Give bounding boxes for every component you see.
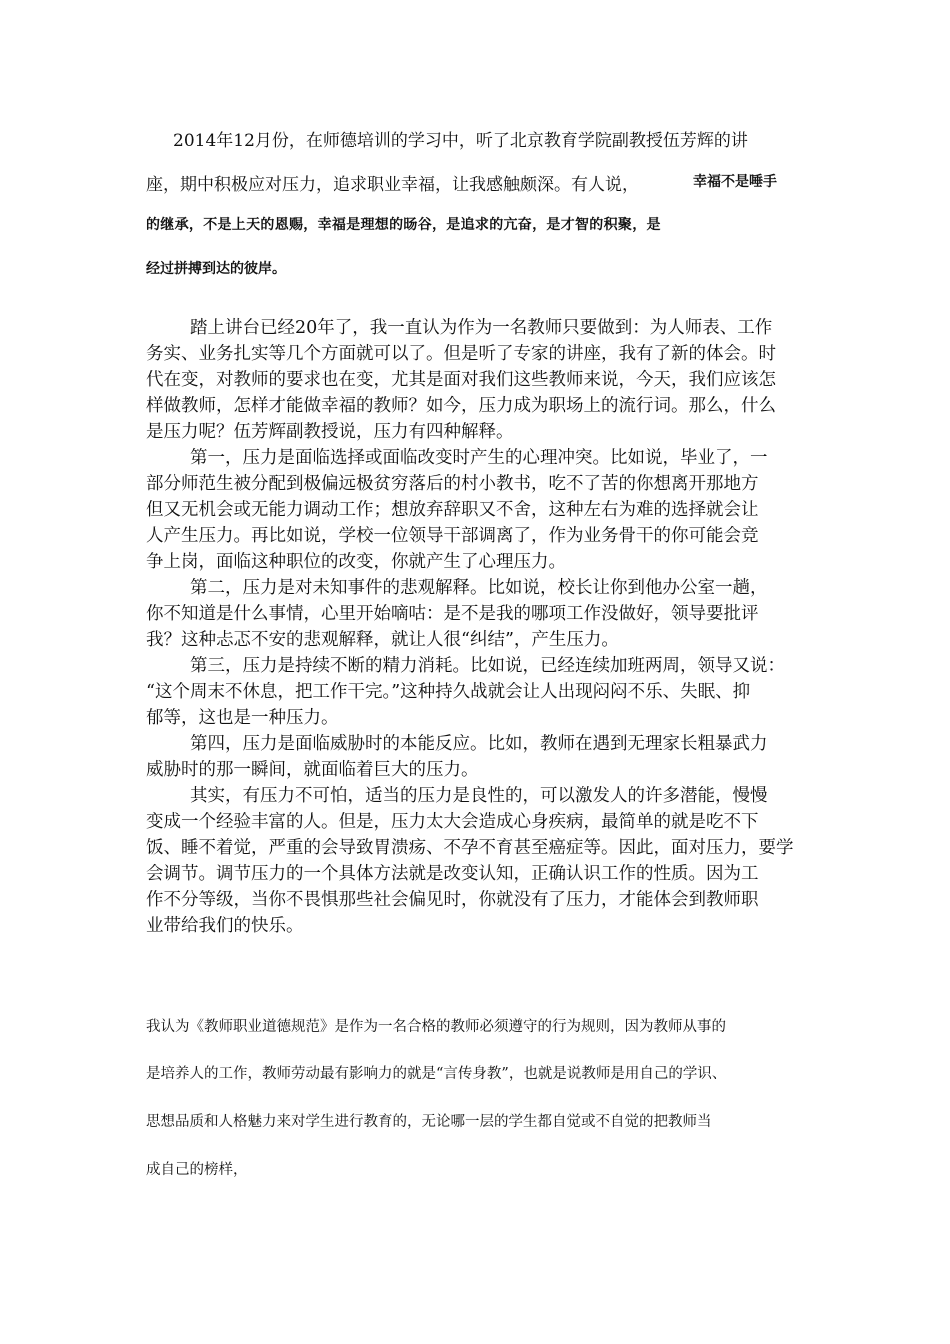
essay-line: 但又无机会或无能力调动工作；想放弃辞职又不舍，这种左右为难的选择就会让: [146, 500, 759, 520]
intro-line-1: 2014年12月份，在师德培训的学习中，听了北京教育学院副教授伍芳辉的讲: [173, 131, 748, 151]
closing-line: 我认为《教师职业道德规范》是作为一名合格的教师必须遵守的行为规则，因为教师从事的: [146, 1019, 726, 1035]
essay-line: 部分师范生被分配到极偏远极贫穷落后的村小教书，吃不了苦的你想离开那地方: [146, 474, 759, 494]
essay-line: 我？这种忐忑不安的悲观解释，就让人很“纠结”，产生压力。: [146, 630, 619, 650]
essay-line: 人产生压力。再比如说，学校一位领导干部调离了，作为业务骨干的你可能会竞: [146, 526, 759, 546]
intro-line-2: 座，期中积极应对压力，追求职业幸福，让我感触颇深。有人说，: [146, 175, 639, 195]
essay-line: 你不知道是什么事情，心里开始嘀咕：是不是我的哪项工作没做好，领导要批评: [146, 604, 759, 624]
essay-line: 务实、业务扎实等几个方面就可以了。但是听了专家的讲座，我有了新的体会。时: [146, 344, 776, 364]
quote-line-2: 的继承，不是上天的恩赐，幸福是理想的旸谷，是追求的亢奋，是才智的积聚，是: [146, 217, 661, 233]
essay-line: 业带给我们的快乐。: [146, 916, 304, 936]
essay-line: 争上岗，面临这种职位的改变，你就产生了心理压力。: [146, 552, 566, 572]
essay-line: 踏上讲台已经20年了，我一直认为作为一名教师只要做到：为人师表、工作: [190, 318, 773, 338]
essay-line: 第四，压力是面临威胁时的本能反应。比如，教师在遇到无理家长粗暴武力: [190, 734, 768, 754]
closing-line: 成自己的榜样，: [146, 1162, 248, 1178]
essay-line: 郁等，这也是一种压力。: [146, 708, 339, 728]
essay-line: 威胁时的那一瞬间，就面临着巨大的压力。: [146, 760, 479, 780]
essay-line: “这个周末不休息，把工作干完。”这种持久战就会让人出现闷闷不乐、失眠、抑: [146, 682, 751, 702]
essay-line: 样做教师，怎样才能做幸福的教师？如今，压力成为职场上的流行词。那么，什么: [146, 396, 776, 416]
essay-line: 是压力呢？伍芳辉副教授说，压力有四种解释。: [146, 422, 514, 442]
closing-line: 思想品质和人格魅力来对学生进行教育的，无论哪一层的学生都自觉或不自觉的把教师当: [146, 1114, 712, 1130]
essay-line: 第一，压力是面临选择或面临改变时产生的心理冲突。比如说，毕业了，一: [190, 448, 768, 468]
closing-line: 是培养人的工作，教师劳动最有影响力的就是“言传身教”，也就是说教师是用自己的学识、: [146, 1066, 727, 1082]
quote-line-1: 幸福不是唾手: [693, 174, 777, 190]
essay-line: 第二，压力是对未知事件的悲观解释。比如说，校长让你到他办公室一趟，: [190, 578, 768, 598]
essay-line: 变成一个经验丰富的人。但是，压力太大会造成心身疾病，最简单的就是吃不下: [146, 812, 759, 832]
essay-line: 会调节。调节压力的一个具体方法就是改变认知，正确认识工作的性质。因为工: [146, 864, 759, 884]
essay-line: 第三，压力是持续不断的精力消耗。比如说，已经连续加班两周，领导又说：: [190, 656, 785, 676]
essay-line: 代在变，对教师的要求也在变，尤其是面对我们这些教师来说，今天，我们应该怎: [146, 370, 776, 390]
quote-line-3: 经过拼搏到达的彼岸。: [146, 261, 286, 277]
essay-line: 饭、睡不着觉，严重的会导致胃溃疡、不孕不育甚至癌症等。因此，面对压力，要学: [146, 838, 794, 858]
essay-line: 其实，有压力不可怕，适当的压力是良性的，可以激发人的许多潜能，慢慢: [190, 786, 768, 806]
essay-line: 作不分等级，当你不畏惧那些社会偏见时，你就没有了压力，才能体会到教师职: [146, 890, 759, 910]
